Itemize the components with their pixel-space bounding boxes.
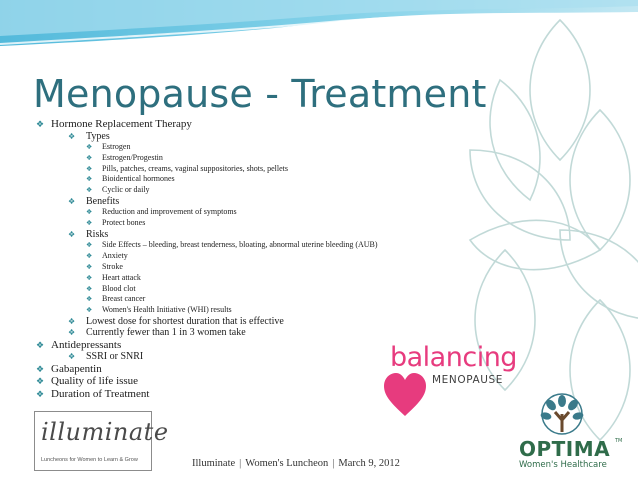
outline-item-text: Types (86, 130, 110, 142)
outline-item-level2 (36, 131, 506, 142)
outline-item-level1 (36, 118, 506, 131)
outline-item-level2 (36, 327, 506, 338)
optima-trademark: TM (615, 438, 623, 444)
footer-separator: | (332, 458, 335, 469)
illuminate-wordmark: illuminate (41, 418, 169, 446)
outline-item-level2 (36, 229, 506, 240)
bullet-icon: ❖ (86, 175, 93, 184)
bullet-icon: ❖ (68, 229, 76, 239)
slide-title: Menopause - Treatment (33, 72, 487, 116)
tree-of-life-icon (535, 392, 589, 438)
bullet-icon: ❖ (36, 363, 45, 374)
balancing-menopause-logo (376, 342, 522, 426)
outline-item-text: Side Effects – bleeding, breast tenderness, bloating, abnormal uterine bleeding (AUB) (102, 240, 378, 250)
bullet-icon: ❖ (86, 262, 93, 271)
outline-item-level2 (36, 316, 506, 327)
bullet-icon: ❖ (68, 352, 76, 362)
heart-icon (382, 370, 428, 420)
bullet-icon: ❖ (86, 252, 93, 261)
outline-item-text: SSRI or SNRI (86, 351, 144, 363)
outline-item-text: Gabapentin (51, 362, 102, 375)
bullet-icon: ❖ (86, 164, 93, 173)
bullet-icon: ❖ (36, 119, 45, 129)
outline-item-text: Estrogen (102, 142, 131, 151)
outline-item-level3 (36, 305, 506, 316)
bullet-icon: ❖ (36, 376, 45, 387)
outline-item-level3 (36, 207, 506, 218)
optima-tagline: Women's Healthcare (519, 460, 607, 470)
optima-wordmark: OPTIMA (519, 437, 611, 461)
outline-item-text: Anxiety (102, 251, 128, 261)
bullet-icon: ❖ (86, 219, 93, 228)
bullet-icon: ❖ (36, 339, 45, 350)
footer-date: March 9, 2012 (338, 458, 400, 469)
outline-item-text: Blood clot (102, 283, 136, 293)
bullet-icon: ❖ (86, 153, 93, 162)
outline-item-text: Quality of life issue (51, 375, 139, 388)
bullet-icon: ❖ (86, 208, 93, 217)
outline-item-level3 (36, 185, 506, 196)
bullet-icon: ❖ (86, 241, 93, 250)
bullet-icon: ❖ (86, 273, 93, 282)
bullet-icon: ❖ (86, 295, 93, 304)
bullet-icon: ❖ (36, 388, 45, 399)
bullet-icon: ❖ (68, 316, 76, 326)
outline-item-text: Stroke (102, 261, 123, 271)
outline-item-text: Heart attack (102, 272, 141, 282)
bullet-icon: ❖ (86, 186, 93, 195)
outline-item-text: Breast cancer (102, 294, 146, 304)
outline-item-level3 (36, 294, 506, 305)
outline-item-text: Duration of Treatment (51, 387, 150, 400)
illuminate-logo (34, 411, 169, 471)
outline-item-text: Lowest dose for shortest duration that is effective (86, 315, 284, 327)
outline-item-level3 (36, 273, 506, 284)
bullet-icon: ❖ (68, 328, 76, 338)
footer-event: Women's Luncheon (245, 458, 329, 469)
outline-item-level3 (36, 142, 506, 153)
outline-item-level3 (36, 153, 506, 164)
outline-item-level2 (36, 196, 506, 207)
outline-item-text: Women's Health Initiative (WHI) results (102, 305, 232, 315)
outline-item-level3 (36, 174, 506, 185)
bullet-icon: ❖ (86, 284, 93, 293)
outline-item-text: Bioidentical hormones (102, 174, 175, 184)
balancing-wordmark: balancing (390, 342, 517, 373)
illuminate-tagline: Luncheons for Women to Learn & Grow (41, 457, 138, 463)
outline-item-level3 (36, 262, 506, 273)
outline-item-text: Antidepressants (51, 338, 122, 351)
outline-item-text: Hormone Replacement Therapy (51, 118, 192, 130)
outline-item-text: Reduction and improvement of symptoms (102, 207, 237, 217)
outline-item-level3 (36, 164, 506, 175)
bullet-icon: ❖ (68, 131, 76, 141)
bullet-icon: ❖ (86, 306, 93, 315)
outline-item-level3 (36, 218, 506, 229)
outline-item-text: Risks (86, 228, 109, 240)
bullet-icon: ❖ (68, 196, 76, 206)
outline-item-text: Cyclic or daily (102, 185, 150, 195)
optima-logo (519, 386, 637, 476)
outline-item-text: Currently fewer than 1 in 3 women take (86, 327, 246, 339)
outline-item-level3 (36, 240, 506, 251)
outline-item-text: Protect bones (102, 218, 146, 228)
footer-separator: | (239, 458, 242, 469)
outline-item-level3 (36, 284, 506, 295)
outline-item-text: Pills, patches, creams, vaginal suppositories, shots, pellets (102, 163, 288, 173)
footer-org: Illuminate (192, 458, 236, 469)
outline-item-text: Estrogen/Progestin (102, 152, 163, 162)
outline-item-text: Benefits (86, 195, 120, 207)
menopause-wordmark: MENOPAUSE (432, 374, 504, 386)
outline-item-level3 (36, 251, 506, 262)
bullet-icon: ❖ (86, 143, 93, 151)
footer (192, 457, 400, 471)
